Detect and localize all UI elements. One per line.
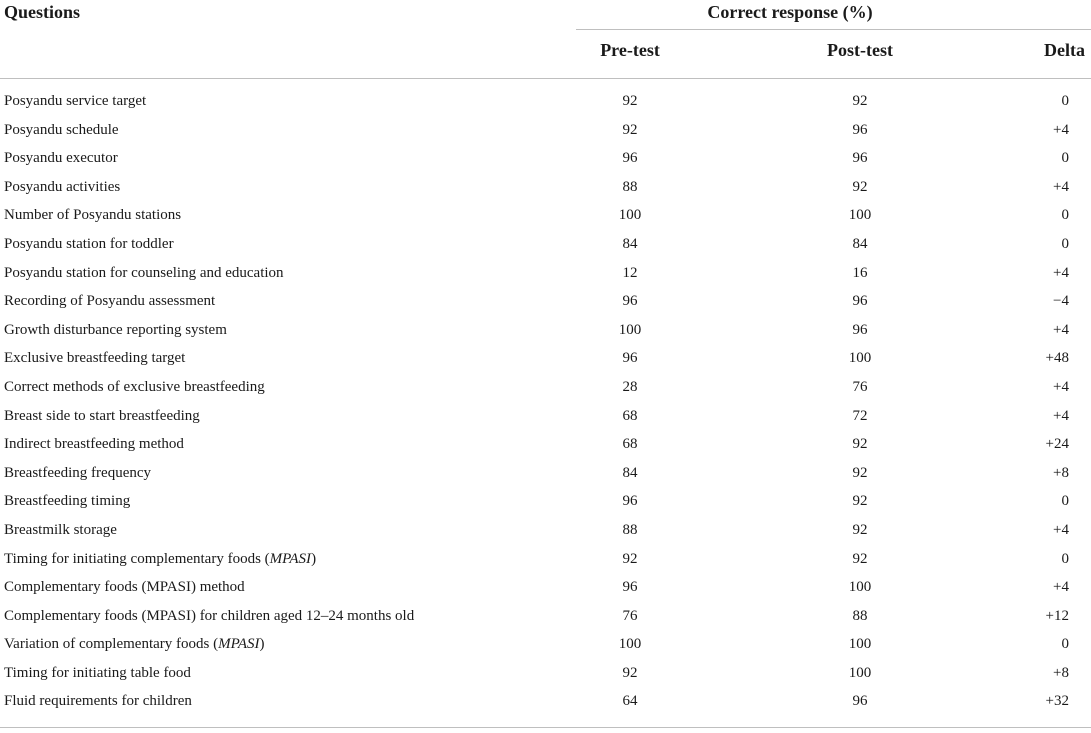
post-test-cell: 100 bbox=[848, 636, 872, 653]
question-cell: Posyandu station for counseling and education bbox=[4, 264, 284, 281]
post-test-cell: 96 bbox=[852, 693, 868, 710]
pre-test-cell: 28 bbox=[622, 378, 638, 395]
delta-cell: 0 bbox=[1061, 636, 1069, 653]
header-pre-test: Pre-test bbox=[600, 40, 660, 60]
delta-cell: +24 bbox=[1045, 436, 1069, 453]
question-cell: Indirect breastfeeding method bbox=[4, 436, 184, 453]
post-test-cell: 16 bbox=[852, 264, 868, 281]
table-row bbox=[0, 546, 1091, 575]
question-emphasis: MPASI bbox=[218, 636, 260, 653]
delta-cell: +4 bbox=[1053, 121, 1069, 138]
question-cell: Posyandu schedule bbox=[4, 121, 119, 138]
question-emphasis: MPASI bbox=[269, 550, 312, 567]
delta-cell: +4 bbox=[1053, 407, 1069, 424]
table-row bbox=[0, 117, 1091, 146]
post-test-cell: 96 bbox=[852, 293, 868, 310]
post-test-cell: 92 bbox=[852, 550, 868, 567]
pre-test-cell: 68 bbox=[622, 436, 638, 453]
table-row bbox=[0, 345, 1091, 374]
pre-test-cell: 88 bbox=[622, 521, 638, 538]
question-cell: Breastfeeding frequency bbox=[4, 464, 152, 481]
delta-cell: 0 bbox=[1061, 207, 1069, 224]
post-test-cell: 100 bbox=[848, 207, 872, 224]
question-cell bbox=[4, 551, 316, 568]
pre-test-cell: 96 bbox=[622, 150, 638, 167]
pre-test-cell: 96 bbox=[622, 493, 638, 510]
delta-cell: 0 bbox=[1061, 93, 1069, 109]
question-cell bbox=[4, 636, 265, 653]
pre-test-cell: 96 bbox=[622, 579, 638, 596]
pre-test-cell: 92 bbox=[622, 664, 638, 681]
pre-test-cell: 92 bbox=[622, 121, 638, 138]
question-cell: Breastfeeding timing bbox=[4, 493, 131, 510]
pre-test-cell: 100 bbox=[618, 321, 642, 338]
post-test-cell: 92 bbox=[852, 493, 868, 510]
table-row bbox=[0, 231, 1091, 260]
post-test-cell: 76 bbox=[852, 378, 868, 395]
delta-cell: 0 bbox=[1061, 150, 1069, 167]
table-bottom-rule bbox=[0, 727, 1091, 728]
table-row bbox=[0, 174, 1091, 203]
question-cell: Number of Posyandu stations bbox=[4, 207, 182, 224]
header-questions: Questions bbox=[4, 2, 81, 22]
pre-test-cell: 92 bbox=[622, 550, 638, 567]
table-row bbox=[0, 374, 1091, 403]
question-cell: Complementary foods (MPASI) for children aged 12–24 months old bbox=[4, 607, 415, 624]
delta-cell: 0 bbox=[1061, 235, 1069, 252]
post-test-cell: 100 bbox=[848, 664, 872, 681]
header-delta: Delta bbox=[1044, 40, 1085, 60]
delta-cell: +48 bbox=[1045, 350, 1069, 367]
question-cell: Posyandu service target bbox=[4, 93, 147, 109]
table-row bbox=[0, 574, 1091, 603]
table-body bbox=[0, 88, 1091, 717]
delta-cell: −4 bbox=[1053, 293, 1069, 310]
table-row bbox=[0, 317, 1091, 346]
header-correct-response: Correct response (%) bbox=[707, 2, 873, 22]
pre-test-cell: 76 bbox=[622, 607, 638, 624]
delta-cell: +4 bbox=[1053, 264, 1069, 281]
post-test-cell: 92 bbox=[852, 464, 868, 481]
table-row bbox=[0, 202, 1091, 231]
delta-cell: 0 bbox=[1061, 493, 1069, 510]
pre-test-cell: 100 bbox=[618, 636, 642, 653]
post-test-cell: 96 bbox=[852, 321, 868, 338]
question-cell: Correct methods of exclusive breastfeeding bbox=[4, 378, 265, 395]
question-cell: Fluid requirements for children bbox=[4, 693, 192, 710]
question-cell: Exclusive breastfeeding target bbox=[4, 350, 186, 367]
post-test-cell: 100 bbox=[848, 350, 872, 367]
table-row bbox=[0, 288, 1091, 317]
question-tail: ) bbox=[259, 636, 265, 653]
pre-test-cell: 64 bbox=[622, 693, 638, 710]
question-cell: Posyandu station for toddler bbox=[4, 235, 174, 252]
question-cell: Breastmilk storage bbox=[4, 521, 117, 538]
table-row bbox=[0, 145, 1091, 174]
header-post-test: Post-test bbox=[827, 40, 893, 60]
question-cell: Timing for initiating table food bbox=[4, 664, 191, 681]
delta-cell: +4 bbox=[1053, 178, 1069, 195]
question-text: Timing for initiating complementary foods ( bbox=[4, 550, 270, 567]
table-row bbox=[0, 403, 1091, 432]
question-cell: Complementary foods (MPASI) method bbox=[4, 579, 245, 596]
delta-cell: +32 bbox=[1045, 693, 1069, 710]
delta-cell: +12 bbox=[1045, 607, 1069, 624]
question-cell: Posyandu executor bbox=[4, 150, 118, 167]
table-row bbox=[0, 631, 1091, 660]
delta-cell: +4 bbox=[1053, 378, 1069, 395]
table-row bbox=[0, 660, 1091, 689]
table-row bbox=[0, 603, 1091, 632]
table-row bbox=[0, 431, 1091, 460]
pre-test-cell: 100 bbox=[618, 207, 642, 224]
pre-test-cell: 84 bbox=[622, 235, 638, 252]
pre-test-cell: 84 bbox=[622, 464, 638, 481]
table-row bbox=[0, 488, 1091, 517]
post-test-cell: 88 bbox=[852, 607, 868, 624]
post-test-cell: 72 bbox=[852, 407, 868, 424]
pre-test-cell: 96 bbox=[622, 350, 638, 367]
post-test-cell: 84 bbox=[852, 235, 868, 252]
table-row bbox=[0, 260, 1091, 289]
question-cell: Growth disturbance reporting system bbox=[4, 321, 227, 338]
post-test-cell: 92 bbox=[852, 436, 868, 453]
post-test-cell: 100 bbox=[848, 579, 872, 596]
table-row bbox=[0, 688, 1091, 717]
header-divider bbox=[576, 29, 1091, 30]
table-row bbox=[0, 517, 1091, 546]
question-text: Variation of complementary foods ( bbox=[4, 636, 219, 653]
question-cell: Breast side to start breastfeeding bbox=[4, 407, 200, 424]
post-test-cell: 92 bbox=[852, 178, 868, 195]
table-header bbox=[0, 0, 1091, 79]
pre-test-cell: 92 bbox=[622, 93, 638, 109]
delta-cell: 0 bbox=[1061, 550, 1069, 567]
question-cell: Recording of Posyandu assessment bbox=[4, 293, 216, 310]
question-tail: ) bbox=[311, 550, 317, 567]
pre-test-cell: 96 bbox=[622, 293, 638, 310]
post-test-cell: 92 bbox=[852, 521, 868, 538]
table-row bbox=[0, 460, 1091, 489]
delta-cell: +8 bbox=[1053, 664, 1069, 681]
post-test-cell: 96 bbox=[852, 150, 868, 167]
delta-cell: +4 bbox=[1053, 321, 1069, 338]
pre-test-cell: 88 bbox=[622, 178, 638, 195]
post-test-cell: 92 bbox=[852, 93, 868, 109]
delta-cell: +4 bbox=[1053, 579, 1069, 596]
table-row bbox=[0, 88, 1091, 117]
delta-cell: +8 bbox=[1053, 464, 1069, 481]
pre-test-cell: 12 bbox=[622, 264, 638, 281]
delta-cell: +4 bbox=[1053, 521, 1069, 538]
post-test-cell: 96 bbox=[852, 121, 868, 138]
question-cell: Posyandu activities bbox=[4, 178, 121, 195]
pre-test-cell: 68 bbox=[622, 407, 638, 424]
